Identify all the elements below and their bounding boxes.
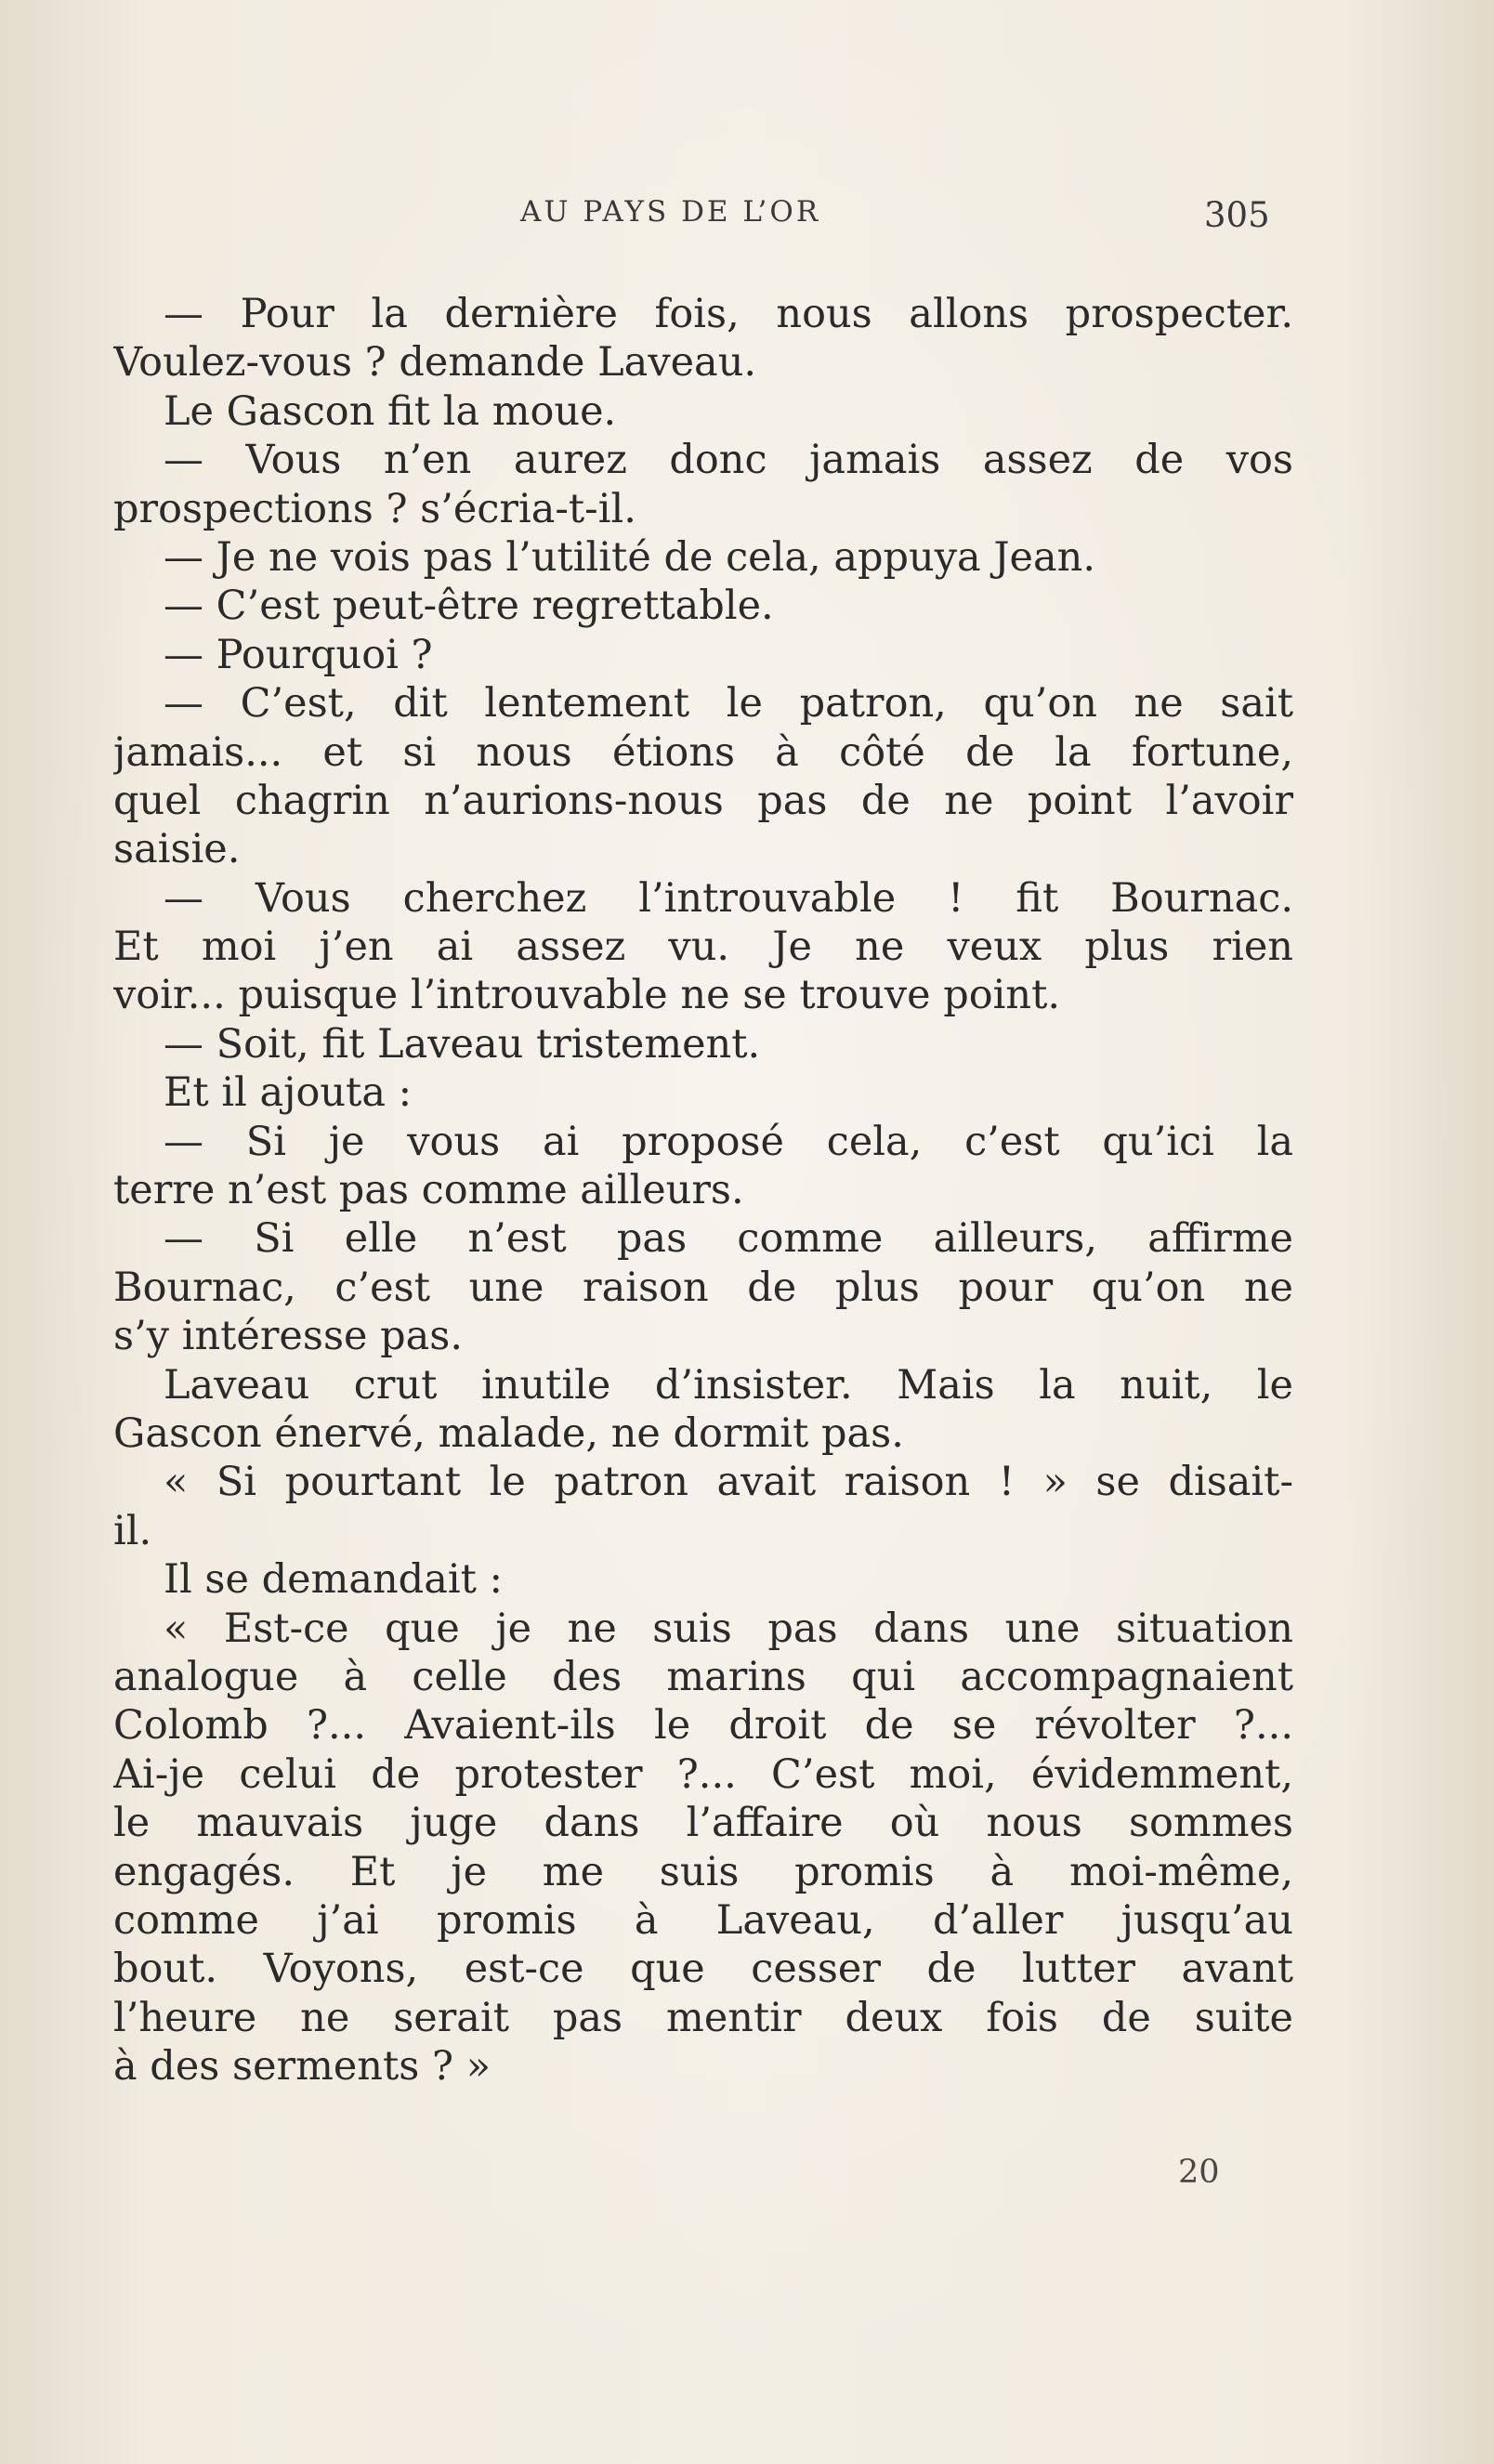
text-line: jamais... et si nous étions à côté de la fortune, xyxy=(113,728,1293,776)
text-line: — Si elle n’est pas comme ailleurs, affirme xyxy=(164,1215,1293,1263)
text-line: il. xyxy=(113,1507,152,1554)
text-line: « Est-ce que je ne suis pas dans une situation xyxy=(164,1605,1293,1652)
text-line: « Si pourtant le patron avait raison ! » se disait- xyxy=(164,1459,1293,1506)
text-line: le mauvais juge dans l’affaire où nous sommes xyxy=(113,1800,1293,1847)
text-line: engagés. Et je me suis promis à moi-même, xyxy=(113,1848,1293,1895)
text-line: — C’est peut-être regrettable. xyxy=(164,583,774,630)
text-line: Laveau crut inutile d’insister. Mais la nuit, le xyxy=(164,1361,1293,1409)
text-line: — Si je vous ai proposé cela, c’est qu’ici la xyxy=(164,1118,1293,1165)
text-line: s’y intéresse pas. xyxy=(113,1313,464,1360)
text-line: Et moi j’en ai assez vu. Je ne veux plus rien xyxy=(113,924,1293,971)
text-line: comme j’ai promis à Laveau, d’aller jusqu’au xyxy=(113,1896,1293,1944)
text-line: Le Gascon fit la moue. xyxy=(164,387,617,435)
text-line: Bournac, c’est une raison de plus pour qu’on ne xyxy=(113,1264,1293,1311)
signature-mark: 20 xyxy=(1178,2154,1220,2191)
text-line: — Vous n’en aurez donc jamais assez de vos xyxy=(164,437,1293,484)
text-line: saisie. xyxy=(113,826,241,873)
text-line: bout. Voyons, est-ce que cesser de lutter avant xyxy=(113,1946,1293,1993)
text-line: Et il ajouta : xyxy=(164,1069,413,1117)
text-line: terre n’est pas comme ailleurs. xyxy=(113,1167,744,1214)
text-line: analogue à celle des marins qui accompagnaient xyxy=(113,1653,1293,1700)
text-line: Voulez-vous ? demande Laveau. xyxy=(113,339,757,387)
text-line: Gascon énervé, malade, ne dormit pas. xyxy=(113,1409,904,1457)
text-line: — C’est, dit lentement le patron, qu’on ne sait xyxy=(164,680,1293,727)
text-line: — Pourquoi ? xyxy=(164,631,433,678)
text-line: voir... puisque l’introuvable ne se trouve point. xyxy=(113,972,1061,1019)
text-line: quel chagrin n’aurions-nous pas de ne point l’avoir xyxy=(113,777,1293,824)
text-line: — Vous cherchez l’introuvable ! fit Bournac. xyxy=(164,874,1293,922)
page-number: 305 xyxy=(1204,195,1270,235)
text-line: prospections ? s’écria-t-il. xyxy=(113,485,636,532)
text-line: — Soit, fit Laveau tristement. xyxy=(164,1020,761,1068)
body-text xyxy=(113,290,1293,2090)
text-line: — Je ne vois pas l’utilité de cela, appuya Jean. xyxy=(164,533,1096,581)
text-line: Colomb ?... Avaient-ils le droit de se révolter ?... xyxy=(113,1702,1293,1750)
text-line: Ai-je celui de protester ?... C’est moi, évidemment, xyxy=(113,1750,1293,1798)
text-line: à des serments ? » xyxy=(113,2043,491,2090)
running-head: AU PAYS DE L’OR xyxy=(520,195,821,229)
text-line: Il se demandait : xyxy=(164,1556,504,1604)
text-line: l’heure ne serait pas mentir deux fois de suite xyxy=(113,1994,1293,2041)
text-line: — Pour la dernière fois, nous allons prospecter. xyxy=(164,291,1293,337)
